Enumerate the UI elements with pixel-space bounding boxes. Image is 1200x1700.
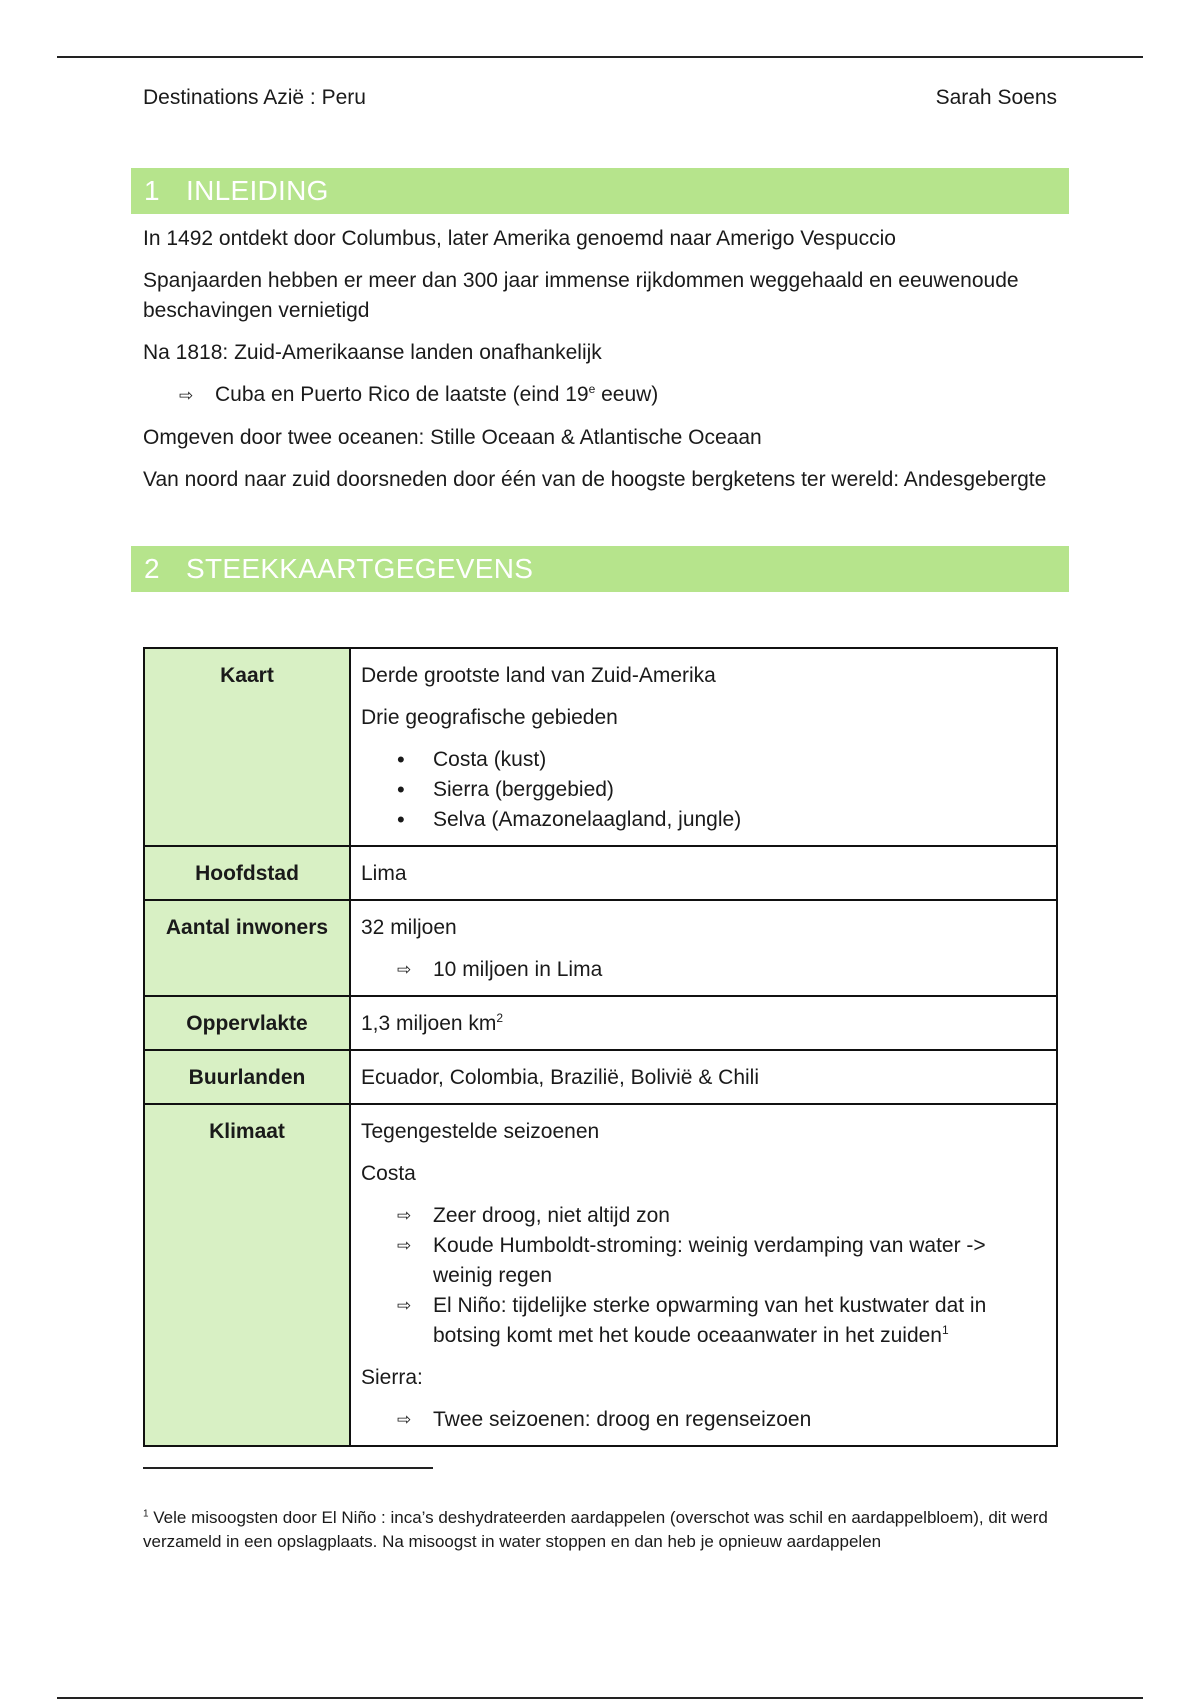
list-item-text: Zeer droog, niet altijd zon bbox=[433, 1204, 670, 1227]
list-item-text: Koude Humboldt-stroming: weinig verdamping van water -> weinig regen bbox=[433, 1234, 986, 1287]
row-value bbox=[350, 846, 1057, 900]
intro-paragraph: Van noord naar zuid doorsneden door één van de hoogste bergketens ter wereld: Andesgebergte bbox=[143, 468, 1047, 491]
list-item bbox=[361, 1405, 1046, 1435]
value-line: Lima bbox=[361, 862, 407, 885]
value-text: 1,3 miljoen km bbox=[361, 1012, 497, 1035]
table-row-kaart bbox=[144, 648, 1057, 846]
table-row-inwoners bbox=[144, 900, 1057, 996]
row-value bbox=[350, 1104, 1057, 1446]
row-label: Oppervlakte bbox=[144, 996, 350, 1050]
row-label: Aantal inwoners bbox=[144, 900, 350, 996]
section-number: 1 bbox=[144, 175, 160, 206]
intro-paragraph: Spanjaarden hebben er meer dan 300 jaar immense rijkdommen weggehaald en eeuwenoude beschavingen vernietigd bbox=[143, 269, 1019, 322]
superscript: e bbox=[588, 382, 596, 396]
footnote-separator bbox=[143, 1467, 433, 1469]
arrow-list bbox=[361, 955, 1046, 985]
header-author: Sarah Soens bbox=[935, 86, 1057, 109]
list-item: • Costa (kust) bbox=[361, 745, 1046, 775]
arrow-icon: ⇨ bbox=[397, 1236, 412, 1255]
footnote-ref: 1 bbox=[941, 1323, 949, 1337]
value-line bbox=[361, 1009, 1046, 1039]
value-line: 32 miljoen bbox=[361, 916, 457, 939]
arrow-icon: ⇨ bbox=[397, 1206, 412, 1225]
list-item: • Selva (Amazonelaagland, jungle) bbox=[361, 805, 1046, 835]
value-line: Costa bbox=[361, 1162, 416, 1185]
bottom-rule bbox=[57, 1697, 1143, 1699]
value-line: Derde grootste land van Zuid-Amerika bbox=[361, 664, 716, 687]
row-label: Kaart bbox=[144, 648, 350, 846]
top-rule bbox=[57, 56, 1143, 58]
footnote-text: Vele misoogsten door El Niño : inca’s deshydrateerden aardappelen (overschot was schil en aardappelbloem), dit werd verzameld in een opslagplaats. Na misoogst in water stoppen en dan heb je opnieuw aardappelen bbox=[143, 1508, 1048, 1551]
arrow-item-text: eeuw) bbox=[595, 383, 659, 406]
arrow-icon: ⇨ bbox=[179, 386, 194, 405]
list-item-text: 10 miljoen in Lima bbox=[433, 958, 603, 981]
value-line: Drie geografische gebieden bbox=[361, 706, 618, 729]
arrow-list bbox=[361, 1405, 1046, 1435]
table-row-oppervlakte bbox=[144, 996, 1057, 1050]
footnote-marker: 1 bbox=[143, 1508, 149, 1520]
intro-paragraph: In 1492 ontdekt door Columbus, later Amerika genoemd naar Amerigo Vespuccio bbox=[143, 227, 896, 250]
row-value bbox=[350, 648, 1057, 846]
table-row-buurlanden bbox=[144, 1050, 1057, 1104]
intro-text bbox=[143, 224, 1063, 507]
intro-arrow-item bbox=[143, 380, 1063, 411]
arrow-icon: ⇨ bbox=[397, 1296, 412, 1315]
section-heading-inleiding bbox=[131, 168, 1069, 214]
table-row-klimaat bbox=[144, 1104, 1057, 1446]
list-item bbox=[361, 955, 1046, 985]
row-value bbox=[350, 900, 1057, 996]
row-value bbox=[350, 1050, 1057, 1104]
section-title: INLEIDING bbox=[186, 175, 329, 206]
row-label: Buurlanden bbox=[144, 1050, 350, 1104]
superscript: 2 bbox=[496, 1011, 504, 1025]
arrow-list bbox=[361, 1201, 1046, 1351]
list-item-text: Twee seizoenen: droog en regenseizoen bbox=[433, 1408, 812, 1431]
row-label: Hoofdstad bbox=[144, 846, 350, 900]
arrow-icon: ⇨ bbox=[397, 1410, 412, 1429]
footnote bbox=[143, 1506, 1063, 1554]
list-item: • Sierra (berggebied) bbox=[361, 775, 1046, 805]
value-line: Sierra: bbox=[361, 1366, 423, 1389]
intro-paragraph: Na 1818: Zuid-Amerikaanse landen onafhankelijk bbox=[143, 341, 602, 364]
facts-table bbox=[143, 647, 1058, 1447]
list-item bbox=[361, 1231, 1046, 1291]
section-number: 2 bbox=[144, 553, 160, 584]
arrow-item-text: Cuba en Puerto Rico de laatste (eind 19 bbox=[215, 383, 589, 406]
arrow-icon: ⇨ bbox=[397, 960, 412, 979]
section-heading-steekkaartgegevens bbox=[131, 546, 1069, 592]
table-row-hoofdstad bbox=[144, 846, 1057, 900]
list-item bbox=[361, 1291, 1046, 1351]
row-value bbox=[350, 996, 1057, 1050]
row-label: Klimaat bbox=[144, 1104, 350, 1446]
value-line: Tegengestelde seizoenen bbox=[361, 1120, 600, 1143]
value-line: Ecuador, Colombia, Brazilië, Bolivië & Chili bbox=[361, 1066, 760, 1089]
list-item bbox=[361, 1201, 1046, 1231]
list-item-text: El Niño: tijdelijke sterke opwarming van het kustwater dat in botsing komt met het koude oceaanwater in het zuiden bbox=[433, 1294, 987, 1347]
bullet-list bbox=[361, 745, 1046, 835]
section-title: STEEKKAARTGEGEVENS bbox=[186, 553, 534, 584]
header-title: Destinations Azië : Peru bbox=[143, 86, 366, 109]
intro-paragraph: Omgeven door twee oceanen: Stille Oceaan & Atlantische Oceaan bbox=[143, 426, 762, 449]
